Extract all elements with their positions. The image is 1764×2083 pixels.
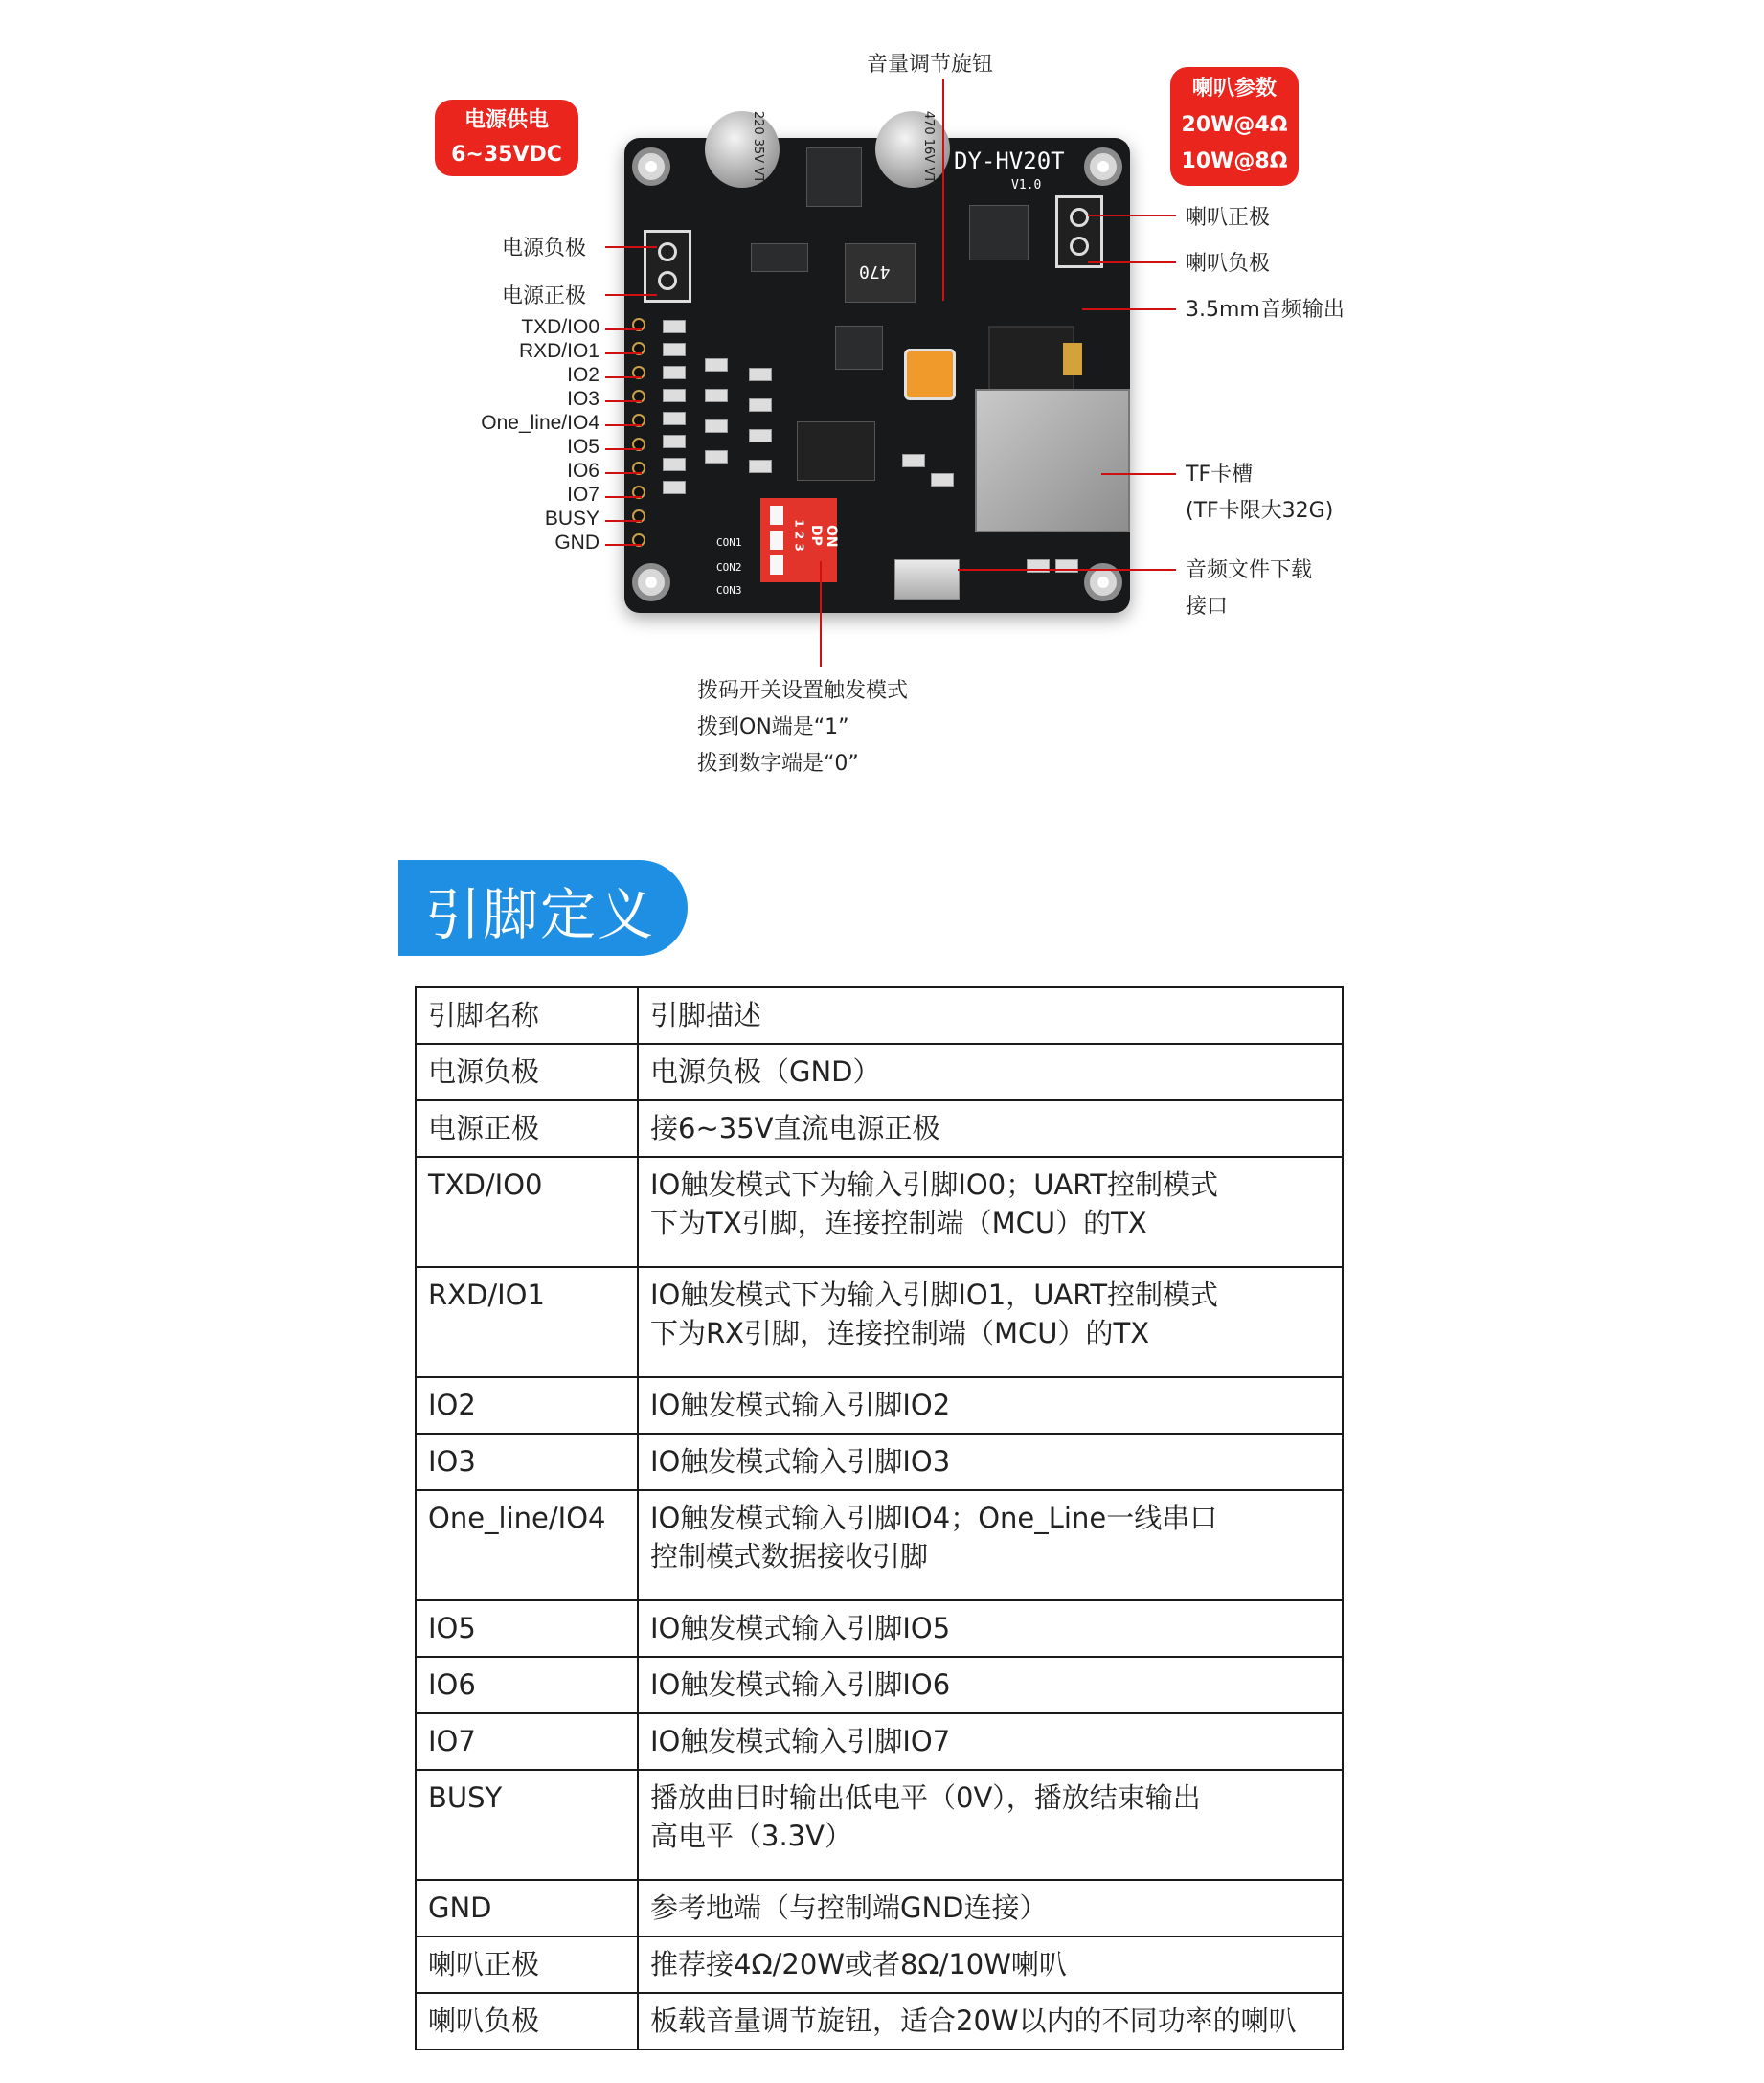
tf-slot-label: TF卡槽 bbox=[1186, 463, 1254, 487]
pin-label-io7: IO7 bbox=[567, 484, 599, 506]
table-row bbox=[416, 1434, 1343, 1490]
dip-note-line-1: 拨码开关设置触发模式 bbox=[697, 679, 909, 703]
table-row bbox=[416, 1044, 1343, 1100]
pin-desc-cell: IO触发模式输入引脚IO2 bbox=[638, 1377, 1343, 1434]
board-version-label: V1.0 bbox=[1011, 178, 1042, 192]
pin-label-io5: IO5 bbox=[567, 436, 599, 458]
pin-label-io4: One_line/IO4 bbox=[481, 412, 599, 434]
header-cell: 引脚名称 bbox=[416, 987, 638, 1044]
regulator-icon bbox=[751, 243, 808, 272]
usb-port-icon bbox=[894, 559, 960, 600]
pin-name-cell: TXD/IO0 bbox=[416, 1157, 638, 1267]
table-row bbox=[416, 1770, 1343, 1880]
speaker-badge-4ohm: 20W@4Ω bbox=[1181, 113, 1288, 137]
table-row bbox=[416, 1657, 1343, 1713]
regulator-icon bbox=[835, 326, 883, 370]
pin-desc-cell: IO触发模式输入引脚IO5 bbox=[638, 1600, 1343, 1657]
audio-output-label: 3.5mm音频输出 bbox=[1186, 298, 1345, 322]
board-model-label: DY-HV20T bbox=[954, 147, 1065, 174]
con3-label: CON3 bbox=[716, 584, 742, 597]
pin-label-txd: TXD/IO0 bbox=[521, 316, 599, 338]
leader-line bbox=[1082, 308, 1176, 310]
pin-label-io2: IO2 bbox=[567, 364, 599, 386]
amp-chip-icon bbox=[969, 205, 1029, 260]
leader-line bbox=[605, 246, 657, 248]
board-figure bbox=[0, 0, 1764, 824]
dip-note-line-3: 拨到数字端是“0” bbox=[697, 752, 859, 776]
table-row bbox=[416, 1993, 1343, 2049]
header-cell: 引脚描述 bbox=[638, 987, 1343, 1044]
table-row bbox=[416, 1936, 1343, 1993]
capacitor-label: 220 35V VT bbox=[751, 110, 766, 184]
capacitor-icon bbox=[875, 111, 950, 188]
tf-limit-label: (TF卡限大32G) bbox=[1186, 499, 1334, 523]
leader-line bbox=[958, 569, 1176, 571]
table-row bbox=[416, 1100, 1343, 1157]
pin-desc-cell: 接6~35V直流电源正极 bbox=[638, 1100, 1343, 1157]
pin-name-cell: 电源正极 bbox=[416, 1100, 638, 1157]
speaker-badge-8ohm: 10W@8Ω bbox=[1181, 149, 1288, 173]
power-positive-label: 电源正极 bbox=[502, 284, 587, 308]
pin-label-io3: IO3 bbox=[567, 388, 599, 410]
dip-note-line-2: 拨到ON端是“1” bbox=[697, 715, 849, 739]
table-row bbox=[416, 1880, 1343, 1936]
pin-desc-cell: 电源负极（GND） bbox=[638, 1044, 1343, 1100]
pin-name-cell: RXD/IO1 bbox=[416, 1267, 638, 1377]
speaker-negative-label: 喇叭负极 bbox=[1186, 252, 1271, 276]
pin-name-cell: IO6 bbox=[416, 1657, 638, 1713]
pin-desc-line: IO触发模式输入引脚IO4；One_Line一线串口 bbox=[650, 1502, 1218, 1534]
leader-line bbox=[605, 294, 657, 296]
section-title-banner bbox=[398, 860, 688, 956]
leader-line bbox=[1088, 215, 1176, 216]
table-row bbox=[416, 1267, 1343, 1377]
table-row bbox=[416, 1377, 1343, 1434]
pin-name-cell: BUSY bbox=[416, 1770, 638, 1880]
ic-chip-icon bbox=[806, 147, 862, 207]
speaker-params-badge bbox=[1170, 67, 1299, 186]
capacitor-icon bbox=[705, 111, 780, 188]
power-negative-label: 电源负极 bbox=[502, 237, 587, 260]
table-header-row bbox=[416, 987, 1343, 1044]
pin-name-cell: IO2 bbox=[416, 1377, 638, 1434]
pin-desc-cell bbox=[638, 1157, 1343, 1267]
pin-desc-cell: 板载音量调节旋钮，适合20W以内的不同功率的喇叭 bbox=[638, 1993, 1343, 2049]
pin-name-cell: IO5 bbox=[416, 1600, 638, 1657]
pin-name-cell: 电源负极 bbox=[416, 1044, 638, 1100]
section-title: 引脚定义 bbox=[425, 882, 656, 947]
power-badge-range: 6~35VDC bbox=[451, 143, 562, 167]
usb-download-label: 音频文件下载 bbox=[1186, 558, 1313, 582]
table-row bbox=[416, 1600, 1343, 1657]
leader-line bbox=[942, 79, 944, 301]
pin-name-cell: 喇叭正极 bbox=[416, 1936, 638, 1993]
leader-line bbox=[820, 561, 822, 667]
decoder-chip-icon bbox=[797, 421, 875, 481]
table-row bbox=[416, 1157, 1343, 1267]
pin-definition-table bbox=[415, 986, 1344, 2050]
dip-switch-icon bbox=[760, 498, 837, 582]
speaker-positive-label: 喇叭正极 bbox=[1186, 206, 1271, 230]
dip-on-label: ON DP bbox=[808, 525, 839, 548]
audio-jack-tip-icon bbox=[1063, 343, 1082, 375]
leader-line bbox=[1088, 261, 1176, 263]
capacitor-label: 470 16V VT bbox=[921, 110, 937, 184]
table-row bbox=[416, 1490, 1343, 1600]
power-terminal-icon bbox=[644, 230, 691, 303]
pin-desc-line: 播放曲目时输出低电平（0V），播放结束输出 bbox=[650, 1781, 1201, 1814]
pin-desc-line: IO触发模式下为输入引脚IO0；UART控制模式 bbox=[650, 1168, 1219, 1201]
usb-download-label-2: 接口 bbox=[1186, 595, 1229, 619]
mount-hole-icon bbox=[632, 563, 670, 601]
pin-desc-cell: 推荐接4Ω/20W或者8Ω/10W喇叭 bbox=[638, 1936, 1343, 1993]
pin-desc-cell bbox=[638, 1490, 1343, 1600]
pin-name-cell: IO7 bbox=[416, 1713, 638, 1770]
volume-knob-icon bbox=[904, 349, 956, 400]
pin-desc-cell bbox=[638, 1770, 1343, 1880]
speaker-badge-title: 喇叭参数 bbox=[1191, 77, 1277, 101]
pin-desc-cell: IO触发模式输入引脚IO6 bbox=[638, 1657, 1343, 1713]
pin-desc-cell: IO触发模式输入引脚IO3 bbox=[638, 1434, 1343, 1490]
pin-desc-line: IO触发模式下为输入引脚IO1，UART控制模式 bbox=[650, 1279, 1219, 1311]
pin-desc-cell: IO触发模式输入引脚IO7 bbox=[638, 1713, 1343, 1770]
pin-name-cell: GND bbox=[416, 1880, 638, 1936]
mount-hole-icon bbox=[632, 147, 670, 186]
pin-label-rxd: RXD/IO1 bbox=[518, 340, 599, 362]
pin-name-cell: IO3 bbox=[416, 1434, 638, 1490]
pin-desc-line: 下为TX引脚，连接控制端（MCU）的TX bbox=[650, 1207, 1147, 1239]
con1-label: CON1 bbox=[716, 536, 742, 549]
pin-name-cell: One_line/IO4 bbox=[416, 1490, 638, 1600]
pin-desc-line: 下为RX引脚，连接控制端（MCU）的TX bbox=[650, 1317, 1150, 1349]
power-badge-title: 电源供电 bbox=[464, 108, 549, 132]
dip-numbers-label: 1 2 3 bbox=[792, 519, 806, 552]
pin-desc-line: 控制模式数据接收引脚 bbox=[650, 1540, 929, 1573]
pcb-board bbox=[624, 110, 1130, 613]
pin-desc-cell bbox=[638, 1267, 1343, 1377]
table-row bbox=[416, 1713, 1343, 1770]
mount-hole-icon bbox=[1084, 147, 1122, 186]
pin-name-cell: 喇叭负极 bbox=[416, 1993, 638, 2049]
inductor-label: 470 bbox=[859, 261, 891, 282]
pin-label-io6: IO6 bbox=[567, 460, 599, 482]
leader-line bbox=[1101, 473, 1176, 475]
audio-jack-icon bbox=[988, 326, 1074, 396]
pin-label-gnd: GND bbox=[554, 532, 599, 554]
pin-desc-line: 高电平（3.3V） bbox=[650, 1820, 852, 1852]
speaker-terminal-icon bbox=[1055, 195, 1103, 268]
volume-knob-label: 音量调节旋钮 bbox=[867, 53, 994, 77]
pin-label-busy: BUSY bbox=[544, 508, 599, 530]
power-supply-badge bbox=[435, 100, 578, 176]
inductor-icon bbox=[845, 243, 916, 303]
pin-desc-cell: 参考地端（与控制端GND连接） bbox=[638, 1880, 1343, 1936]
con2-label: CON2 bbox=[716, 561, 742, 574]
tf-slot-icon bbox=[975, 389, 1130, 532]
